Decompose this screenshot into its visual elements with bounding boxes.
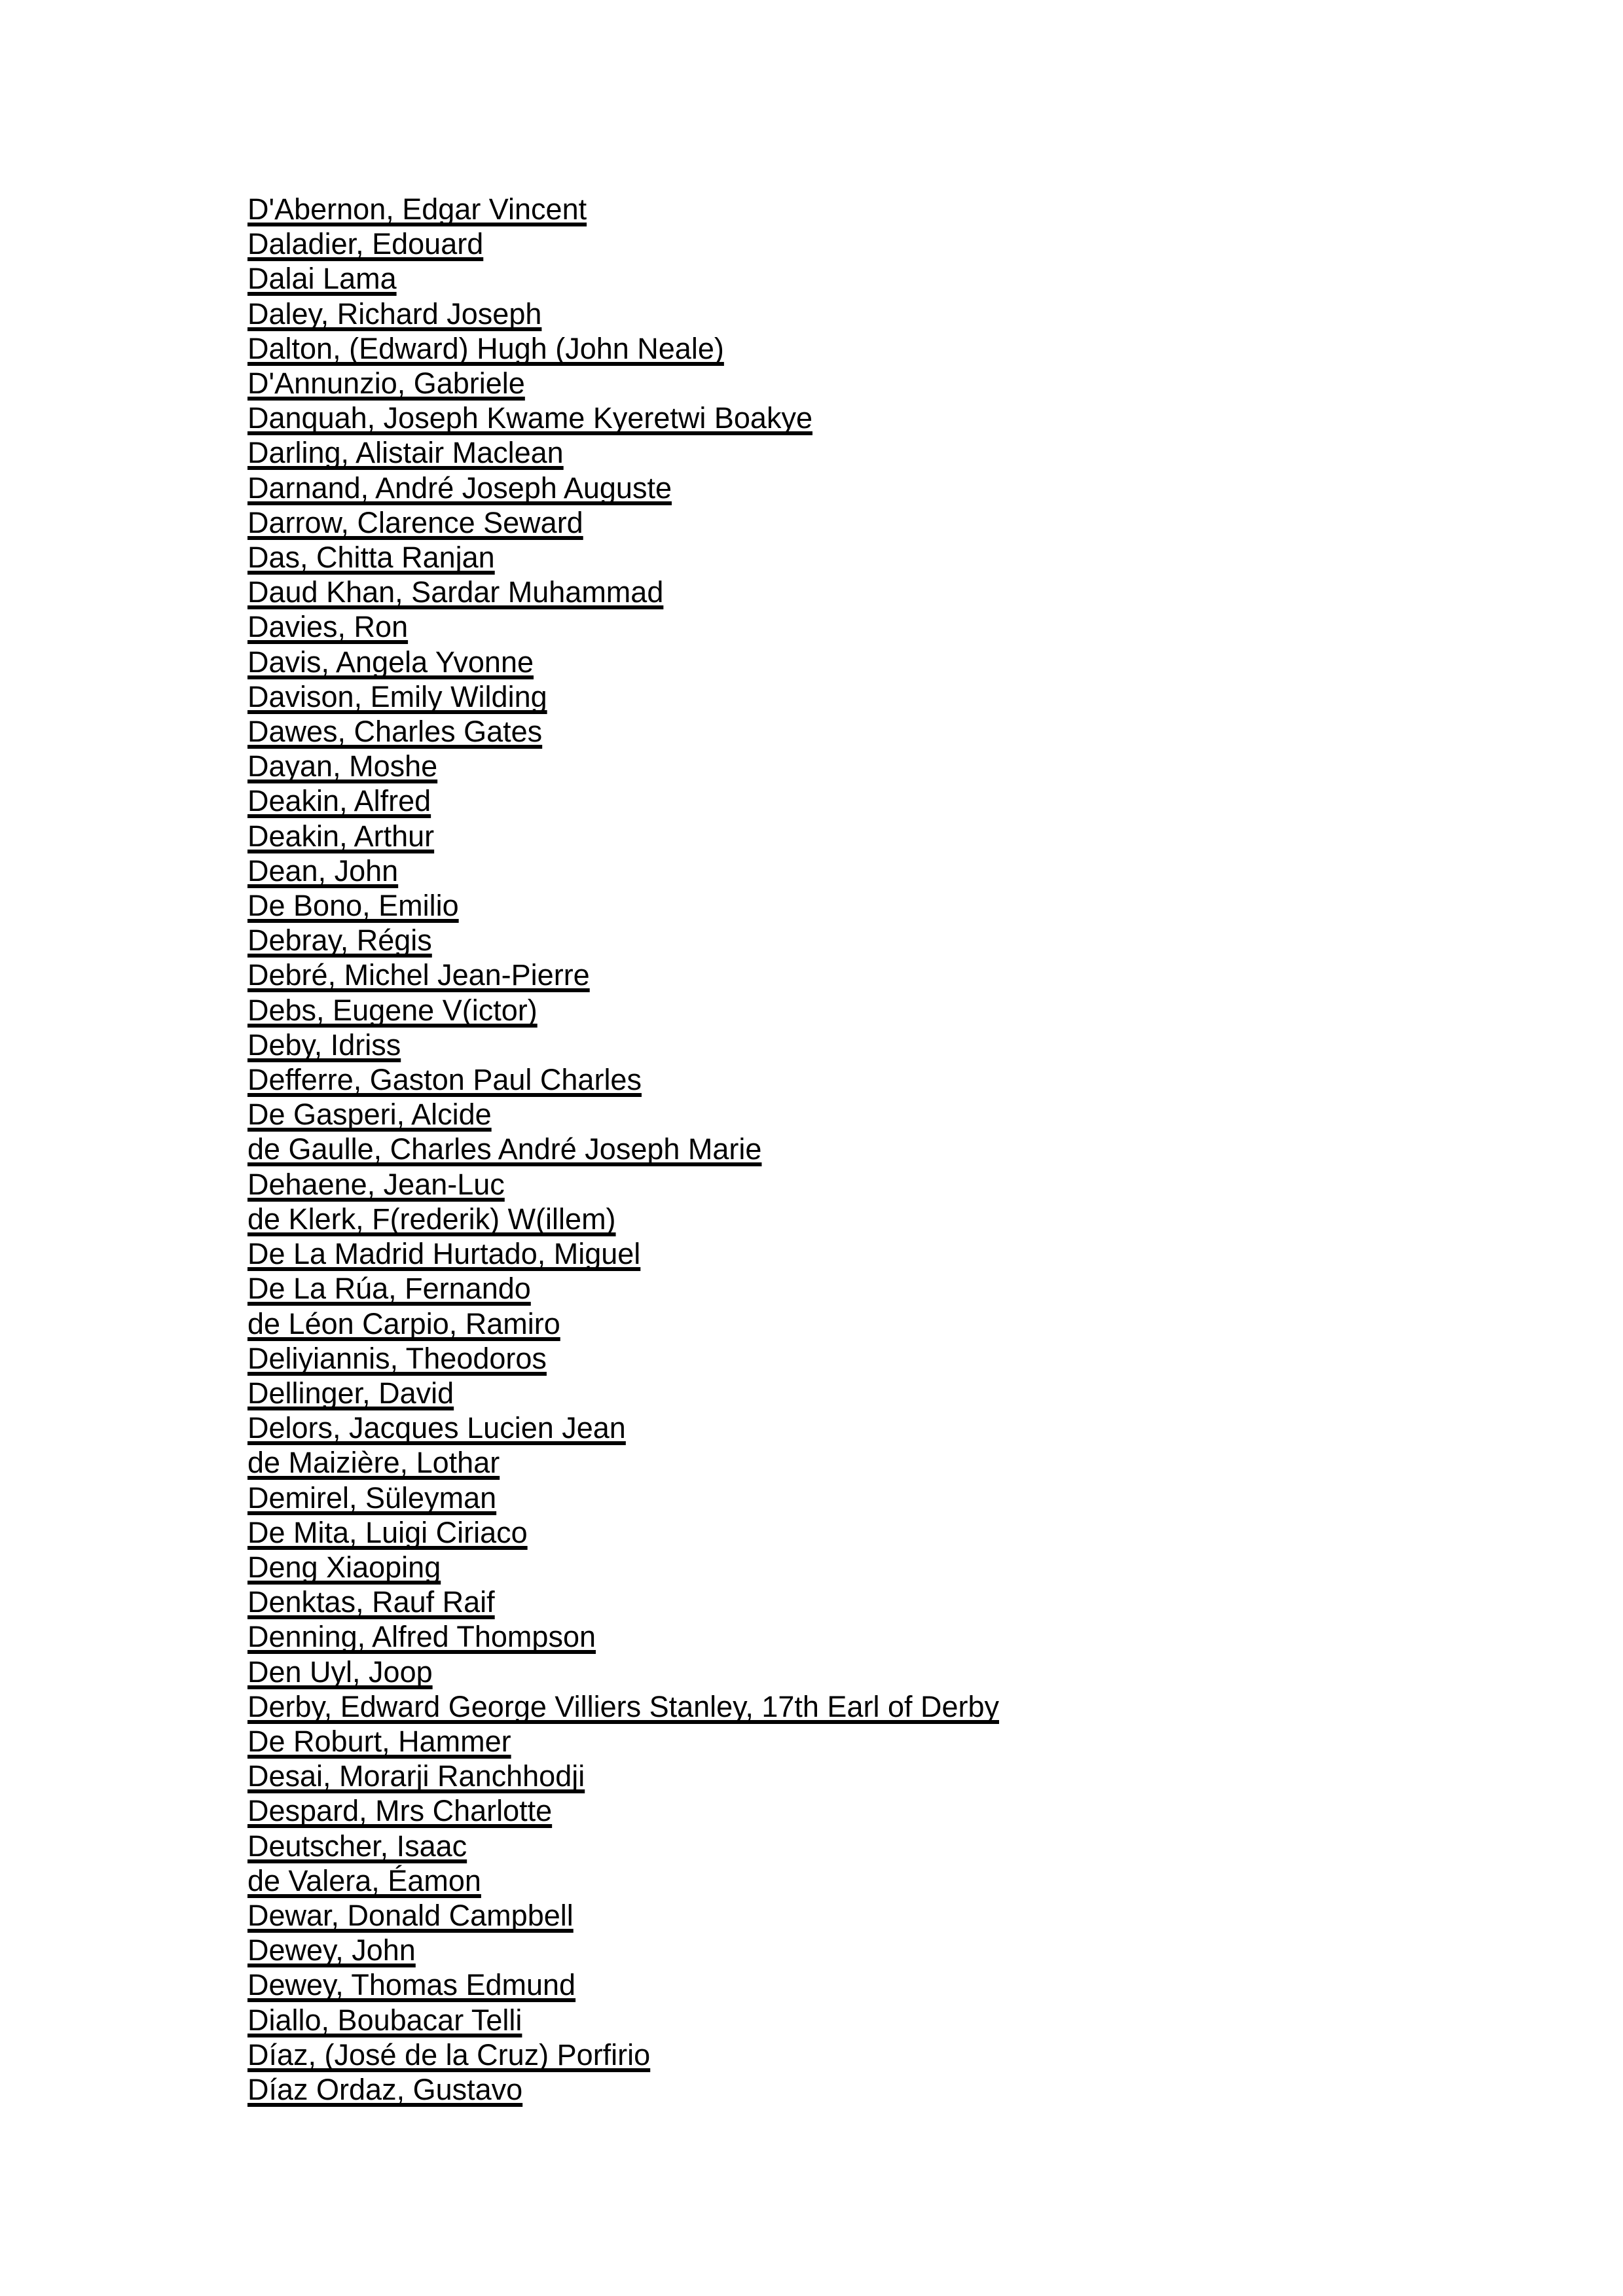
- name-link[interactable]: Dehaene, Jean-Luc: [247, 1167, 505, 1201]
- name-link[interactable]: D'Annunzio, Gabriele: [247, 367, 525, 401]
- name-link[interactable]: Delors, Jacques Lucien Jean: [247, 1411, 626, 1445]
- name-link[interactable]: Deng Xiaoping: [247, 1550, 441, 1584]
- name-link[interactable]: Deakin, Alfred: [247, 784, 431, 818]
- name-link[interactable]: De Gasperi, Alcide: [247, 1098, 492, 1132]
- name-link[interactable]: Diallo, Boubacar Telli: [247, 2003, 522, 2037]
- name-link[interactable]: Davis, Angela Yvonne: [247, 645, 534, 679]
- name-link[interactable]: Dellinger, David: [247, 1376, 454, 1410]
- name-link[interactable]: Deliyiannis, Theodoros: [247, 1341, 547, 1375]
- name-link[interactable]: Dean, John: [247, 853, 399, 888]
- name-link[interactable]: Darnand, André Joseph Auguste: [247, 471, 672, 505]
- name-link[interactable]: de Valera, Éamon: [247, 1863, 481, 1897]
- name-link[interactable]: Denning, Alfred Thompson: [247, 1620, 596, 1654]
- name-link[interactable]: Denktas, Rauf Raif: [247, 1585, 495, 1619]
- name-link[interactable]: de Klerk, F(rederik) W(illem): [247, 1202, 616, 1236]
- name-link[interactable]: Davies, Ron: [247, 610, 409, 644]
- name-link[interactable]: Dewey, John: [247, 1933, 416, 1967]
- name-link[interactable]: Dewar, Donald Campbell: [247, 1898, 574, 1932]
- name-link[interactable]: D'Abernon, Edgar Vincent: [247, 192, 587, 226]
- name-link[interactable]: De Roburt, Hammer: [247, 1724, 511, 1758]
- name-link[interactable]: Deakin, Arthur: [247, 819, 435, 853]
- name-link[interactable]: Darling, Alistair Maclean: [247, 436, 564, 470]
- name-link[interactable]: de Léon Carpio, Ramiro: [247, 1306, 560, 1340]
- name-link[interactable]: Deutscher, Isaac: [247, 1829, 467, 1863]
- name-index-list: [247, 192, 1400, 2107]
- name-link[interactable]: Despard, Mrs Charlotte: [247, 1794, 553, 1828]
- name-link[interactable]: Daud Khan, Sardar Muhammad: [247, 575, 664, 609]
- name-link[interactable]: De La Madrid Hurtado, Miguel: [247, 1237, 641, 1271]
- name-link[interactable]: De Mita, Luigi Ciriaco: [247, 1515, 528, 1549]
- name-link[interactable]: Defferre, Gaston Paul Charles: [247, 1063, 642, 1097]
- name-link[interactable]: Das, Chitta Ranjan: [247, 541, 495, 575]
- name-link[interactable]: Davison, Emily Wilding: [247, 679, 547, 713]
- name-link[interactable]: de Gaulle, Charles André Joseph Marie: [247, 1132, 762, 1166]
- name-link[interactable]: de Maizière, Lothar: [247, 1446, 500, 1480]
- name-link[interactable]: Díaz, (José de la Cruz) Porfirio: [247, 2037, 651, 2072]
- name-link[interactable]: Dewey, Thomas Edmund: [247, 1968, 576, 2002]
- name-link[interactable]: Desai, Morarji Ranchhodji: [247, 1759, 585, 1793]
- name-link[interactable]: Derby, Edward George Villiers Stanley, 17th Earl of Derby: [247, 1689, 1000, 1723]
- name-link[interactable]: Daladier, Edouard: [247, 227, 484, 261]
- name-link[interactable]: Dalton, (Edward) Hugh (John Neale): [247, 331, 724, 365]
- name-link[interactable]: Danquah, Joseph Kwame Kyeretwi Boakye: [247, 401, 812, 435]
- name-link[interactable]: Dayan, Moshe: [247, 749, 438, 783]
- name-link[interactable]: Den Uyl, Joop: [247, 1655, 433, 1689]
- name-link[interactable]: Demirel, Süleyman: [247, 1480, 497, 1515]
- name-link[interactable]: Deby, Idriss: [247, 1028, 401, 1062]
- name-link[interactable]: Debré, Michel Jean-Pierre: [247, 958, 590, 992]
- name-link[interactable]: Debray, Régis: [247, 924, 432, 958]
- name-link[interactable]: Dalai Lama: [247, 262, 397, 296]
- name-link[interactable]: Debs, Eugene V(ictor): [247, 993, 538, 1027]
- name-link[interactable]: De La Rúa, Fernando: [247, 1272, 531, 1306]
- name-link[interactable]: Daley, Richard Joseph: [247, 296, 542, 331]
- name-link[interactable]: Darrow, Clarence Seward: [247, 505, 583, 539]
- name-link[interactable]: De Bono, Emilio: [247, 889, 459, 923]
- name-link[interactable]: Dawes, Charles Gates: [247, 715, 543, 749]
- name-link[interactable]: Díaz Ordaz, Gustavo: [247, 2072, 523, 2106]
